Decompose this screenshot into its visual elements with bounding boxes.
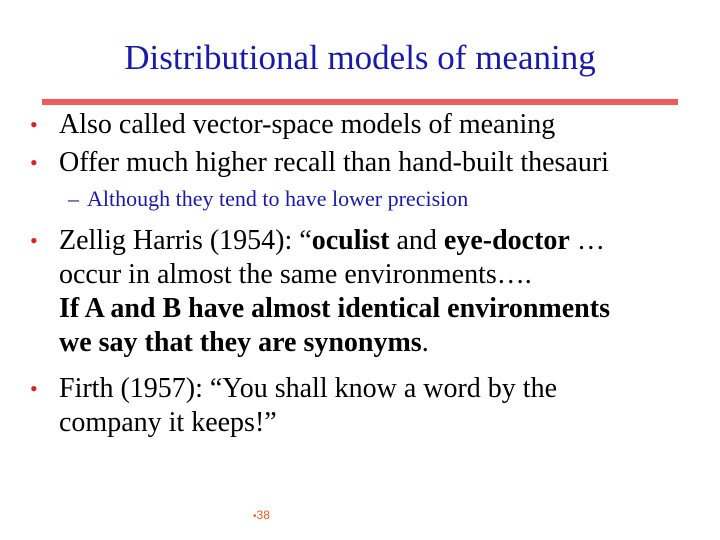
bullet-marker: • bbox=[30, 228, 38, 253]
harris-line-4: we say that they are synonyms. bbox=[59, 327, 429, 358]
title-divider bbox=[42, 99, 678, 105]
firth-quote bbox=[59, 372, 557, 440]
page-number bbox=[253, 508, 270, 522]
sub-bullet-dash: – bbox=[68, 186, 79, 211]
bullet-text: Also called vector-space models of meaning bbox=[59, 109, 556, 140]
bullet-text: Offer much higher recall than hand-built thesauri bbox=[59, 147, 609, 178]
firth-line-2: company it keeps!” bbox=[59, 407, 277, 438]
page-number-value: 38 bbox=[256, 508, 270, 522]
harris-line-2: occur in almost the same environments…. bbox=[59, 259, 532, 290]
slide-title: Distributional models of meaning bbox=[124, 38, 596, 77]
firth-line-1: Firth (1957): “You shall know a word by the bbox=[59, 373, 558, 404]
page-bullet: • bbox=[253, 511, 257, 522]
harris-line-1: Zellig Harris (1954): “oculist and eye-doctor … bbox=[59, 225, 605, 256]
harris-line-3: If A and B have almost identical environments bbox=[59, 293, 610, 324]
bullet-marker: • bbox=[30, 112, 38, 137]
bullet-marker: • bbox=[30, 376, 38, 401]
sub-bullet bbox=[68, 186, 468, 212]
harris-quote bbox=[59, 224, 610, 360]
sub-bullet-text: Although they tend to have lower precision bbox=[87, 186, 469, 211]
bullet-marker: • bbox=[30, 150, 38, 175]
